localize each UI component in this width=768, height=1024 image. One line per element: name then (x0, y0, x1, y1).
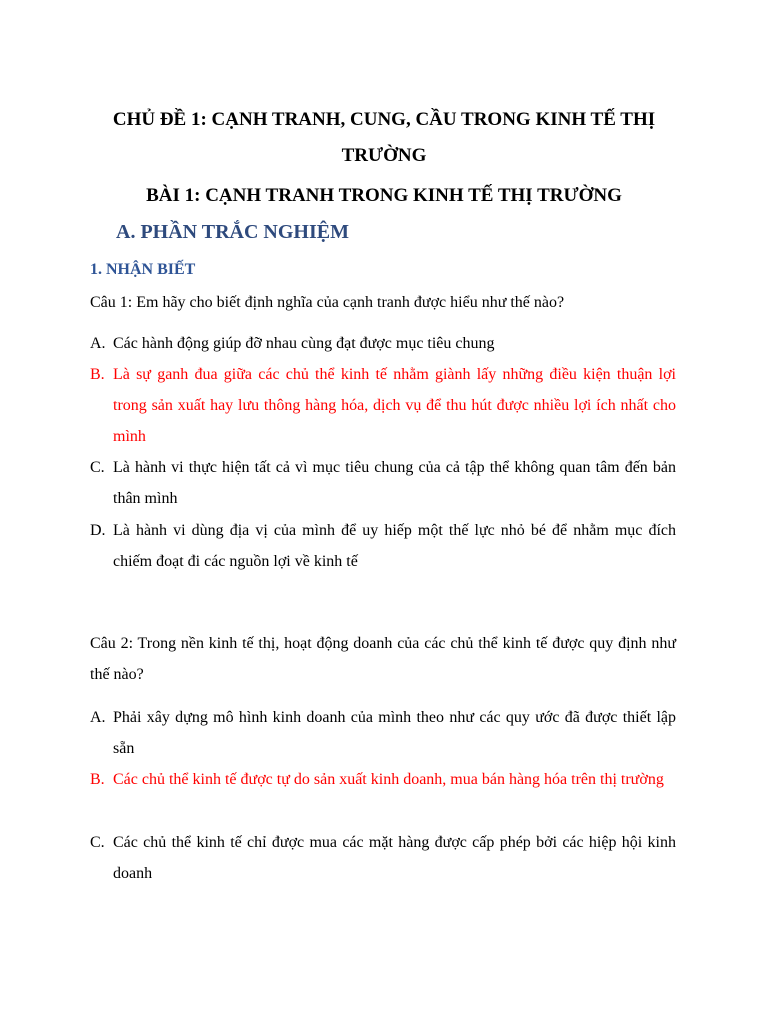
question-1: Câu 1: Em hãy cho biết định nghĩa của cạnh tranh được hiểu như thế nào? (90, 294, 565, 311)
option-text: Các chủ thể kinh tế chỉ được mua các mặt hàng được cấp phép bởi các hiệp hội kinh doanh (113, 834, 676, 882)
option-letter: B. (90, 771, 105, 788)
lesson-title: BÀI 1: CẠNH TRANH TRONG KINH TẾ THỊ TRƯỜNG (146, 185, 622, 206)
topic-title: CHỦ ĐỀ 1: CẠNH TRANH, CUNG, CẦU TRONG KINH TẾ THỊ TRƯỜNG (112, 109, 656, 166)
option-text: Phải xây dựng mô hình kinh doanh của mình theo như các quy ước đã được thiết lập sẵn (113, 709, 676, 757)
section-heading: A. PHẦN TRẮC NGHIỆM (116, 221, 349, 243)
question-1-option-b-correct (90, 359, 676, 452)
question-1-option-a (90, 328, 676, 359)
option-letter: C. (90, 459, 105, 476)
question-1-option-c (90, 452, 676, 514)
question-1-option-d (90, 515, 676, 577)
question-2-option-b-correct (90, 764, 676, 795)
question-2: Câu 2: Trong nền kinh tế thị, hoạt động doanh của các chủ thể kinh tế được quy định như thế nào? (90, 635, 676, 683)
option-letter: B. (90, 366, 105, 383)
option-text: Các hành động giúp đỡ nhau cùng đạt được mục tiêu chung (113, 335, 495, 352)
question-2-option-a (90, 702, 676, 764)
option-letter: D. (90, 522, 106, 539)
option-letter: C. (90, 834, 105, 851)
subsection-heading: 1. NHẬN BIẾT (90, 261, 196, 278)
option-text: Là hành vi dùng địa vị của mình để uy hiếp một thế lực nhỏ bé để nhằm mục đích chiếm đoạt đi các nguồn lợi về kinh tế (113, 522, 676, 570)
question-2-option-c (90, 827, 676, 889)
option-letter: A. (90, 709, 106, 726)
option-letter: A. (90, 335, 106, 352)
option-text: Các chủ thể kinh tế được tự do sản xuất kinh doanh, mua bán hàng hóa trên thị trường (113, 771, 664, 788)
option-text: Là sự ganh đua giữa các chủ thể kinh tế nhằm giành lấy những điều kiện thuận lợi trong sản xuất hay lưu thông hàng hóa, dịch vụ để thu hút được nhiều lợi ích nhất cho mình (113, 366, 676, 445)
option-text: Là hành vi thực hiện tất cả vì mục tiêu chung của cả tập thể không quan tâm đến bản thân mình (113, 459, 676, 507)
